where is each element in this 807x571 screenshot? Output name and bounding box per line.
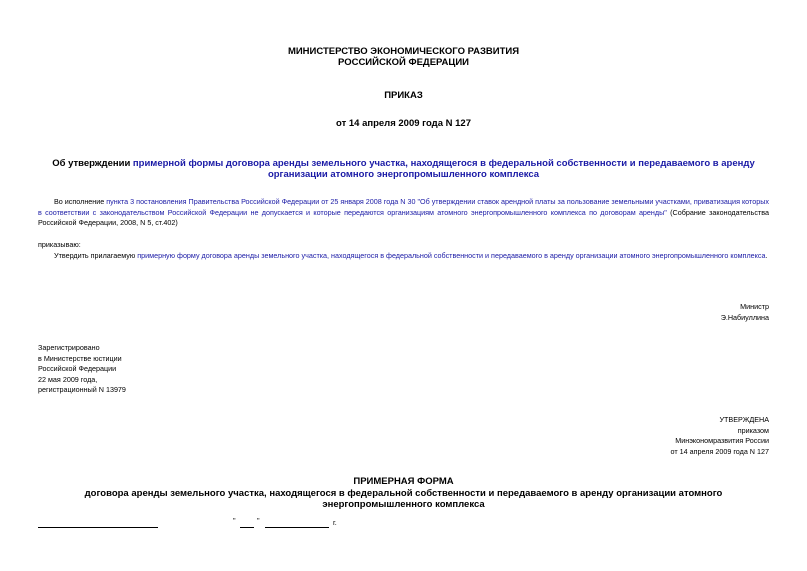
date-open-quote: " xyxy=(233,516,236,525)
ministry-line-1: МИНИСТЕРСТВО ЭКОНОМИЧЕСКОГО РАЗВИТИЯ xyxy=(287,46,520,57)
order-paragraph xyxy=(38,251,769,262)
signature-block xyxy=(500,302,769,323)
preamble-text-1: Во исполнение xyxy=(54,197,107,206)
signature-name: Э.Набиуллина xyxy=(720,312,769,322)
ministry-heading xyxy=(0,46,807,68)
order-text-2: . xyxy=(765,251,768,260)
form-subtitle: договора аренды земельного участка, находящегося в федеральной собственности и передаваемого в аренду организации атомного энергопромышленного комплекса xyxy=(84,488,723,510)
doc-type: ПРИКАЗ xyxy=(384,90,423,101)
day-blank-field[interactable] xyxy=(240,519,254,528)
year-suffix: г. xyxy=(333,518,337,527)
registration-line-1: Зарегистрировано xyxy=(38,343,100,352)
order-verb: приказываю: xyxy=(38,240,81,249)
doc-date-number: от 14 апреля 2009 года N 127 xyxy=(336,118,471,129)
registration-line-4: 22 мая 2009 года, xyxy=(38,374,98,384)
preamble-paragraph xyxy=(38,197,769,229)
ministry-line-2: РОССИЙСКОЙ ФЕДЕРАЦИИ xyxy=(337,57,469,68)
registration-line-2: в Министерстве юстиции xyxy=(38,353,122,363)
approval-line-1: УТВЕРЖДЕНА xyxy=(719,415,769,424)
approval-block xyxy=(500,415,769,457)
approval-line-4: от 14 апреля 2009 года N 127 xyxy=(670,446,769,456)
order-text-1: Утвердить прилагаемую xyxy=(54,251,138,260)
title-prefix: Об утверждении xyxy=(52,158,133,169)
approval-line-3: Минэкономразвития России xyxy=(675,436,769,445)
signature-position: Министр xyxy=(740,302,769,311)
preamble-text-2: (Собрание законодательства Российской Федерации, 2008, N 5, ст.402) xyxy=(38,207,769,227)
place-blank-field[interactable] xyxy=(38,519,158,528)
registration-block xyxy=(38,343,126,396)
approval-line-2: приказом xyxy=(737,425,769,435)
document-title xyxy=(42,158,765,180)
order-link[interactable]: примерную форму договора аренды земельного участка, находящегося в федеральной собственности и передаваемого в аренду организации атомного энергопромышленного комплекса xyxy=(137,251,766,260)
month-blank-field[interactable] xyxy=(265,519,329,528)
date-close-quote: " xyxy=(257,516,260,525)
title-link[interactable]: примерной формы договора аренды земельного участка, находящегося в федеральной собственности и передаваемого в аренду организации атомного энергопромышленного комплекса xyxy=(132,158,755,180)
form-title: ПРИМЕРНАЯ ФОРМА xyxy=(353,476,454,487)
registration-line-3: Российской Федерации xyxy=(38,364,117,373)
registration-line-5: регистрационный N 13979 xyxy=(38,385,126,394)
preamble-link[interactable]: пункта 3 постановления Правительства Российской Федерации от 25 января 2008 года N 30 "Об утверждении ставок арендной платы за пользование земельными участками, приватизация которых в соответствии с законодательством Российской Федерации не допускается и которые передаются организациям атомного энергопромышленного комплекса по договорам аренды" xyxy=(38,197,769,217)
